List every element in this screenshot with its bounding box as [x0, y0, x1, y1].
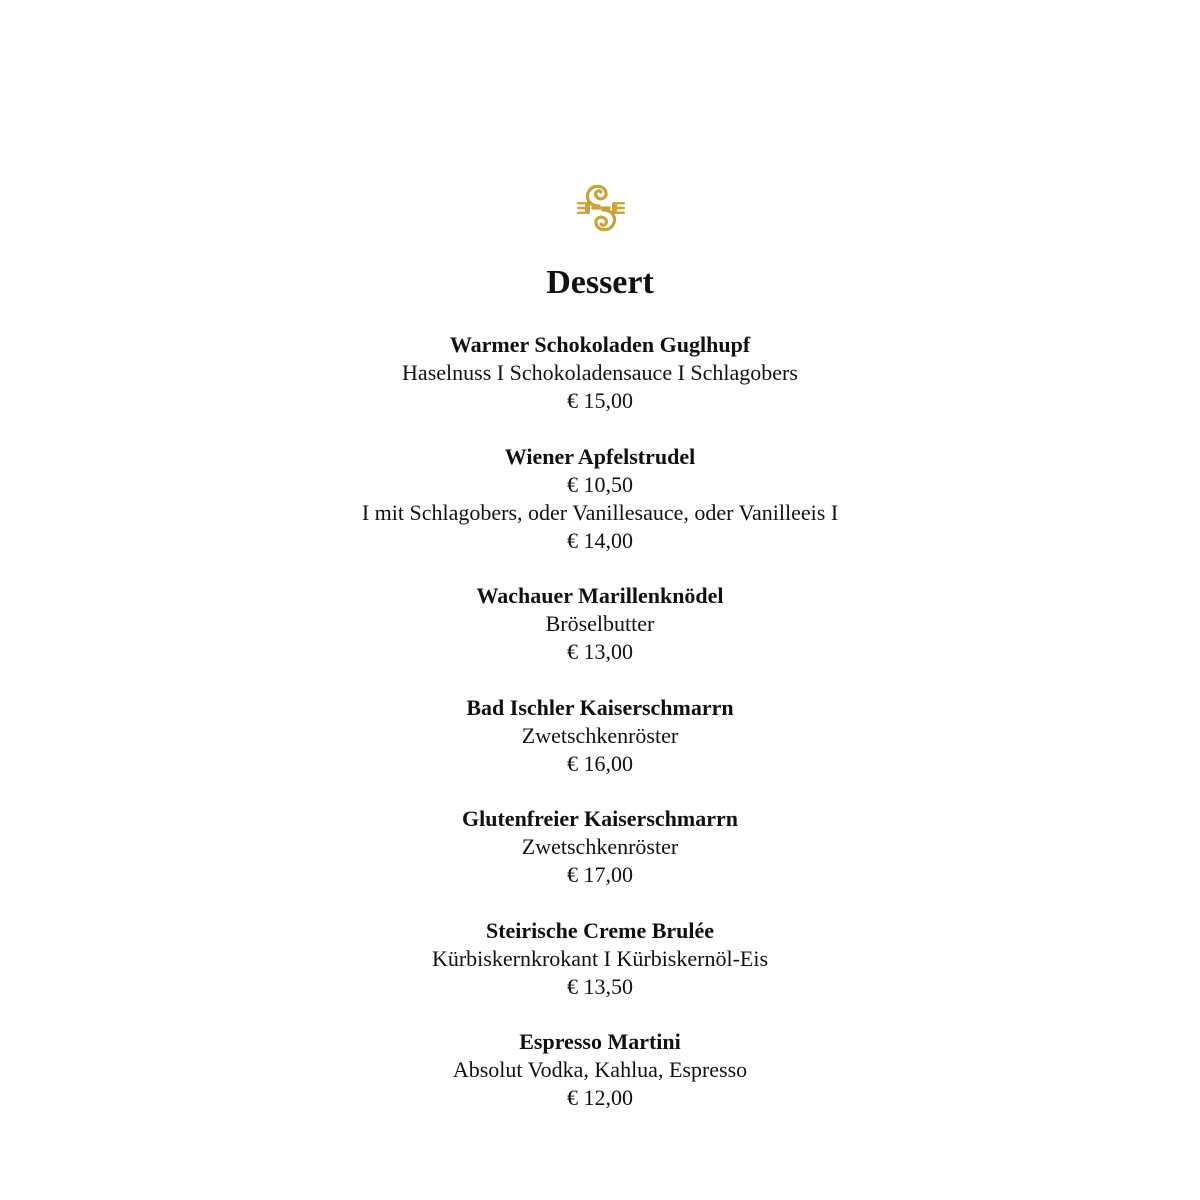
restaurant-logo-icon	[575, 180, 627, 236]
menu-item-price: € 17,00	[567, 862, 633, 887]
menu-item-description: Haselnuss I Schokoladensauce I Schlagobers	[402, 360, 798, 385]
menu-item-price: € 14,00	[567, 527, 633, 553]
menu-item-description: Bröselbutter	[545, 611, 655, 636]
menu-item-name: Wiener Apfelstrudel	[504, 443, 696, 469]
menu-item-price: € 16,00	[567, 750, 633, 776]
menu-item-description: Absolut Vodka, Kahlua, Espresso	[452, 1057, 748, 1082]
menu-item-name: Warmer Schokoladen Guglhupf	[449, 332, 751, 357]
menu-item	[0, 694, 1200, 778]
menu-list	[0, 331, 1200, 1140]
menu-item	[0, 917, 1200, 1001]
menu-item-description: Zwetschkenröster	[521, 834, 679, 859]
menu-item-description: I mit Schlagobers, oder Vanillesauce, oder Vanilleeis I	[361, 499, 839, 525]
menu-item-name: Glutenfreier Kaiserschmarrn	[462, 806, 738, 831]
menu-item-name: Espresso Martini	[519, 1029, 681, 1054]
menu-item-description: Zwetschkenröster	[521, 722, 679, 748]
menu-item-price: € 13,00	[567, 639, 633, 664]
menu-item	[0, 582, 1200, 666]
menu-title: Dessert	[546, 264, 654, 301]
menu-item-price: € 13,50	[567, 973, 633, 999]
menu-item-price: € 12,00	[567, 1085, 633, 1110]
menu-item-price: € 10,50	[567, 471, 633, 497]
menu-item-name: Bad Ischler Kaiserschmarrn	[466, 694, 734, 720]
menu-item-description: Kürbiskernkrokant I Kürbiskernöl-Eis	[431, 945, 769, 971]
menu-item	[0, 443, 1200, 555]
menu-item-name: Steirische Creme Brulée	[485, 917, 715, 943]
menu-item	[0, 331, 1200, 415]
menu-item-price: € 15,00	[567, 388, 633, 413]
menu-item	[0, 1028, 1200, 1112]
menu-item	[0, 805, 1200, 889]
menu-item-name: Wachauer Marillenknödel	[476, 583, 724, 608]
